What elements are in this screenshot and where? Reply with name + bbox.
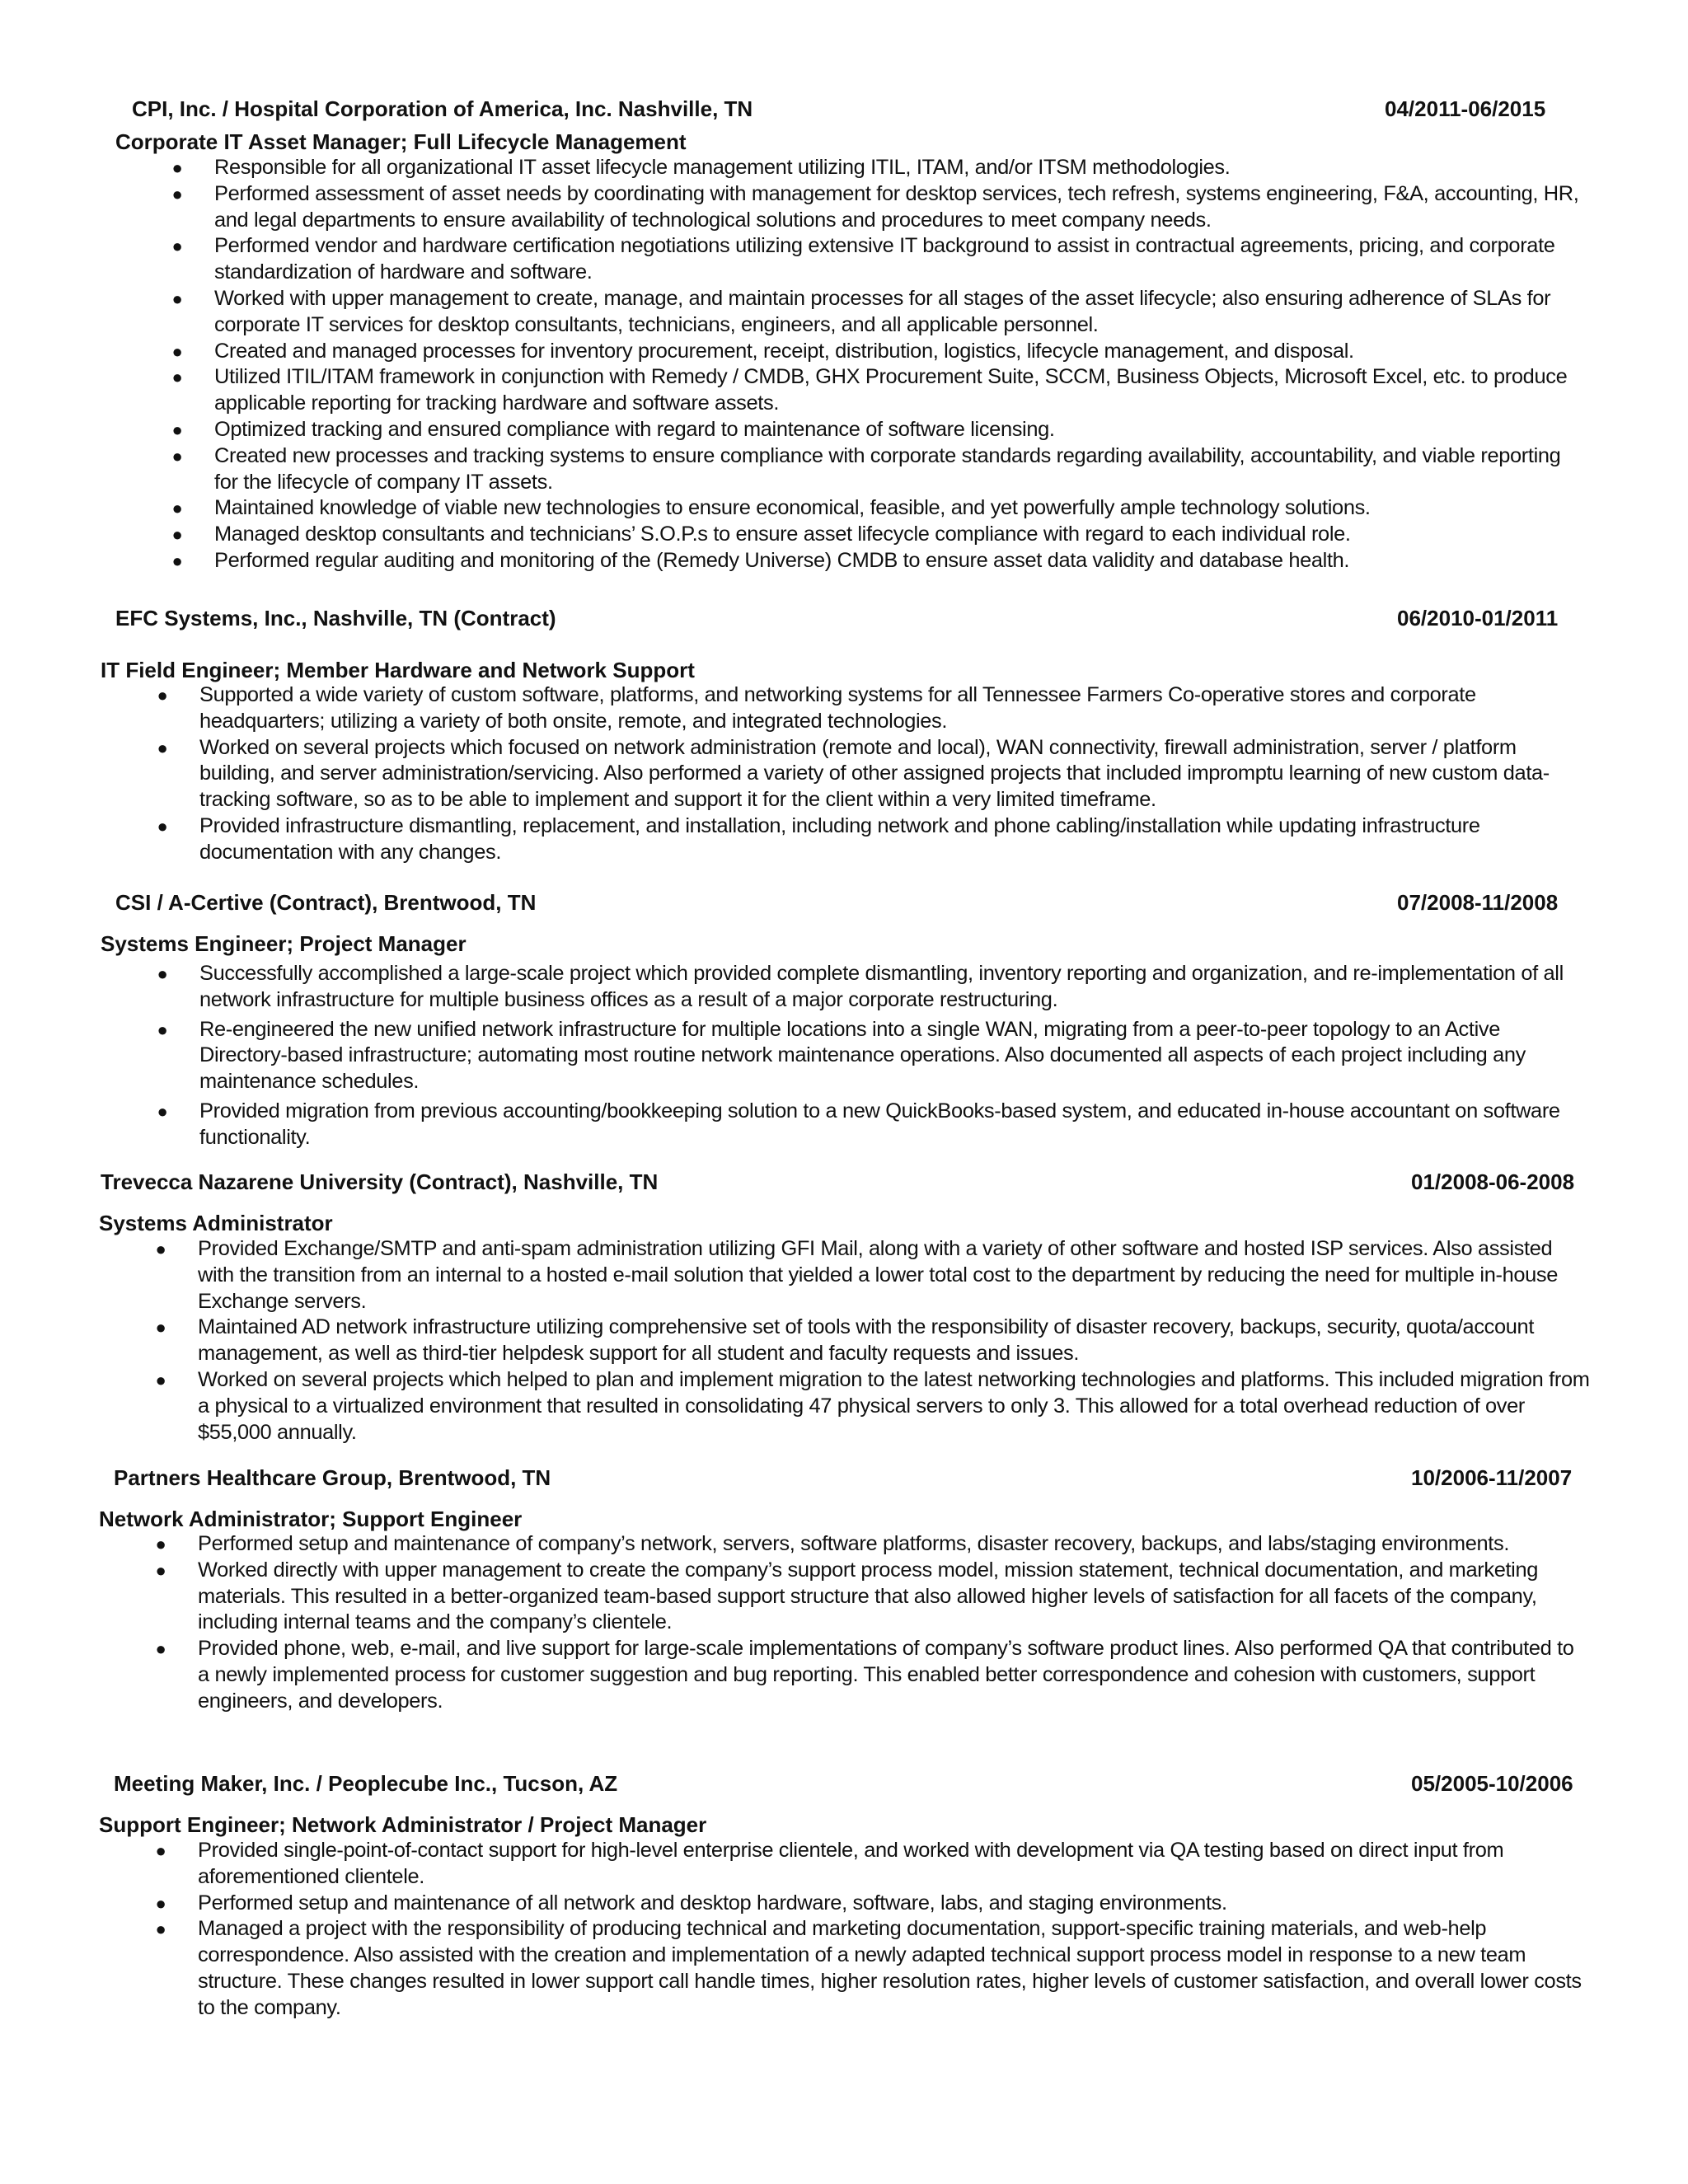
list-item-text: Provided migration from previous accounting/bookkeeping solution to a new QuickBooks-based system, and educated in-house accountant on software functionality. <box>199 1099 1560 1149</box>
list-item-text: Created and managed processes for inventory procurement, receipt, distribution, logistics, lifecycle management, and disposal. <box>214 339 1354 363</box>
list-item-text: Re-engineered the new unified network infrastructure for multiple locations into a single WAN, migrating from a peer-to-peer topology to an Active Directory-based infrastructure; automating most routine network maintenance operations. Also documented all aspects of each project including any maintenance schedules. <box>199 1017 1526 1094</box>
bullet-icon: ● <box>171 498 183 519</box>
list-item-text: Supported a wide variety of custom software, platforms, and networking systems for all Tennessee Farmers Co-operative stores and corporate headquarters; utilizing a variety of both onsite, remote, and integrated technologies. <box>199 683 1476 733</box>
list-item <box>171 155 1582 181</box>
list-item <box>155 1636 1591 1714</box>
employment-dates: 01/2008-06-2008 <box>1411 1169 1575 1194</box>
bullet-icon: ● <box>155 1317 166 1338</box>
bullet-icon: ● <box>171 419 183 440</box>
bullet-icon: ● <box>157 685 168 705</box>
employment-dates: 04/2011-06/2015 <box>1385 96 1546 121</box>
bullet-icon: ● <box>155 1919 166 1940</box>
list-item <box>155 1838 1591 1891</box>
bullet-icon: ● <box>171 288 183 309</box>
responsibilities-list <box>155 1531 1591 1715</box>
list-item <box>157 682 1584 735</box>
responsibilities-list <box>171 155 1582 574</box>
bullet-icon: ● <box>171 550 183 571</box>
list-item <box>155 1236 1591 1315</box>
list-item <box>157 813 1584 866</box>
bullet-icon: ● <box>155 1239 166 1259</box>
bullet-icon: ● <box>157 1019 168 1040</box>
responsibilities-list <box>155 1236 1591 1446</box>
employment-dates: 10/2006-11/2007 <box>1411 1465 1573 1490</box>
bullet-icon: ● <box>157 737 168 758</box>
list-item-text: Optimized tracking and ensured compliance with regard to maintenance of software licensing. <box>214 417 1055 441</box>
list-item-text: Worked with upper management to create, manage, and maintain processes for all stages of the asset lifecycle; also ensuring adherence of SLAs for corporate IT services for desktop consultants, technicians, engineers, and all applicable personnel. <box>214 286 1551 336</box>
list-item-text: Managed a project with the responsibility of producing technical and marketing documentation, support-specific training materials, and web-help correspondence. Also assisted with the creation and implementation of a newly adapted technical support process model in response to a new team structure. These changes resulted in lower support call handle times, higher resolution rates, higher levels of customer satisfaction, and overall lower costs to the company. <box>198 1917 1582 2019</box>
list-item <box>157 1099 1584 1151</box>
job-header <box>0 603 1688 633</box>
list-item <box>171 548 1582 574</box>
list-item <box>171 181 1582 234</box>
list-item-text: Performed setup and maintenance of all network and desktop hardware, software, labs, and staging environments. <box>198 1891 1227 1915</box>
job-title: Support Engineer; Network Administrator / Project Manager <box>99 1812 707 1837</box>
bullet-icon: ● <box>171 157 183 178</box>
list-item <box>171 522 1582 548</box>
bullet-icon: ● <box>171 340 183 362</box>
list-item <box>155 1315 1591 1367</box>
list-item <box>171 443 1582 496</box>
company-name: Trevecca Nazarene University (Contract), Nashville, TN <box>101 1169 659 1194</box>
list-item <box>157 961 1584 1014</box>
company-name: Partners Healthcare Group, Brentwood, TN <box>114 1465 551 1490</box>
list-item-text: Maintained AD network infrastructure utilizing comprehensive set of tools with the responsibility of disaster recovery, backups, security, quota/account management, as well as third-tier helpdesk support for all student and faculty requests and issues. <box>198 1315 1535 1366</box>
bullet-icon: ● <box>155 1840 166 1861</box>
job-header <box>0 94 1688 124</box>
list-item <box>155 1558 1591 1636</box>
list-item <box>157 1017 1584 1095</box>
job-title: Network Administrator; Support Engineer <box>99 1507 523 1531</box>
list-item <box>157 735 1584 813</box>
company-name: EFC Systems, Inc., Nashville, TN (Contract) <box>115 606 556 630</box>
list-item-text: Provided Exchange/SMTP and anti-spam administration utilizing GFI Mail, along with a variety of other software and hosted ISP services. Also assisted with the transition from an internal to a hosted e-mail solution that yielded a lower total cost to the department by reducing the need for multiple in-house Exchange servers. <box>198 1237 1559 1313</box>
list-item <box>171 233 1582 286</box>
bullet-icon: ● <box>171 183 183 204</box>
list-item <box>155 1891 1591 1917</box>
list-item-text: Provided single-point-of-contact support for high-level enterprise clientele, and worked with development via QA testing based on direct input from aforementioned clientele. <box>198 1839 1504 1888</box>
job-header <box>0 1167 1688 1197</box>
job-title: Systems Administrator <box>99 1211 333 1235</box>
list-item-text: Successfully accomplished a large-scale project which provided complete dismantling, inventory reporting and organization, and re-implementation of all network infrastructure for multiple business offices as a result of a major corporate restructuring. <box>199 962 1564 1011</box>
list-item <box>171 417 1582 443</box>
list-item-text: Performed setup and maintenance of company’s network, servers, software platforms, disaster recovery, backups, and labs/staging environments. <box>198 1532 1510 1555</box>
bullet-icon: ● <box>155 1638 166 1660</box>
company-name: Meeting Maker, Inc. / Peoplecube Inc., Tucson, AZ <box>114 1771 618 1796</box>
list-item-text: Created new processes and tracking systems to ensure compliance with corporate standards regarding availability, accountability, and viable reporting for the lifecycle of company IT assets. <box>214 443 1561 494</box>
list-item <box>155 1916 1591 2021</box>
list-item-text: Provided phone, web, e-mail, and live support for large-scale implementations of company’s software product lines. Also performed QA that contributed to a newly implemented process for customer suggestion and bug reporting. This enabled better correspondence and cohesion with customers, support engineers, and developers. <box>198 1637 1574 1713</box>
job-title: Corporate IT Asset Manager; Full Lifecycle Management <box>115 129 687 154</box>
list-item-text: Managed desktop consultants and technicians’ S.O.P.s to ensure asset lifecycle compliance with regard to each individual role. <box>214 523 1351 546</box>
bullet-icon: ● <box>157 963 168 984</box>
employment-dates: 07/2008-11/2008 <box>1397 890 1559 915</box>
list-item-text: Worked on several projects which helped to plan and implement migration to the latest networking technologies and platforms. This included migration from a physical to a virtualized environment that resulted in consolidating 47 physical servers to only 3. This allowed for a total overhead reduction of over $55,000 annually. <box>198 1367 1590 1444</box>
list-item <box>171 495 1582 522</box>
list-item-text: Provided infrastructure dismantling, replacement, and installation, including network and phone cabling/installation while updating infrastructure documentation with any changes. <box>199 813 1480 864</box>
list-item <box>155 1367 1591 1446</box>
responsibilities-list <box>155 1838 1591 2022</box>
bullet-icon: ● <box>171 367 183 388</box>
list-item-text: Performed assessment of asset needs by coordinating with management for desktop services, tech refresh, systems engineering, F&A, accounting, HR, and legal departments to ensure availability of technological solutions and procedures to meet company needs. <box>214 181 1579 232</box>
responsibilities-list <box>157 682 1584 866</box>
list-item <box>171 286 1582 339</box>
employment-dates: 05/2005-10/2006 <box>1411 1771 1573 1796</box>
list-item-text: Responsible for all organizational IT asset lifecycle management utilizing ITIL, ITAM, and/or ITSM methodologies. <box>214 156 1231 179</box>
company-name: CSI / A-Certive (Contract), Brentwood, TN <box>115 890 537 915</box>
job-header <box>0 1463 1688 1493</box>
bullet-icon: ● <box>157 1100 168 1122</box>
bullet-icon: ● <box>155 1892 166 1914</box>
list-item <box>171 339 1582 365</box>
list-item-text: Performed regular auditing and monitoring of the (Remedy Universe) CMDB to ensure asset data validity and database health. <box>214 548 1350 572</box>
bullet-icon: ● <box>155 1534 166 1554</box>
company-name: CPI, Inc. / Hospital Corporation of America, Inc. Nashville, TN <box>132 96 753 121</box>
list-item <box>171 364 1582 417</box>
list-item-text: Worked on several projects which focused on network administration (remote and local), WAN connectivity, firewall administration, server / platform building, and server administration/servicing. Also performed a variety of other assigned projects that included impromptu learning of new custom data-tracking software, so as to be able to implement and support it for the client within a very limited timeframe. <box>199 735 1550 812</box>
employment-dates: 06/2010-01/2011 <box>1397 606 1559 630</box>
bullet-icon: ● <box>157 815 168 837</box>
job-header <box>0 1769 1688 1798</box>
list-item-text: Performed vendor and hardware certification negotiations utilizing extensive IT background to assist in contractual agreements, pricing, and corporate standardization of hardware and software. <box>214 234 1555 284</box>
bullet-icon: ● <box>155 1559 166 1581</box>
list-item-text: Utilized ITIL/ITAM framework in conjunction with Remedy / CMDB, GHX Procurement Suite, SCCM, Business Objects, Microsoft Excel, etc. to produce applicable reporting for tracking hardware and software assets. <box>214 365 1568 415</box>
bullet-icon: ● <box>171 236 183 257</box>
job-title: Systems Engineer; Project Manager <box>101 931 467 956</box>
bullet-icon: ● <box>171 445 183 466</box>
list-item-text: Worked directly with upper management to create the company’s support process model, mission statement, technical documentation, and marketing materials. This resulted in a better-organized team-based support structure that also allowed higher levels of satisfaction for all facets of the company, including internal teams and the company’s clientele. <box>198 1558 1538 1634</box>
bullet-icon: ● <box>171 524 183 546</box>
job-title: IT Field Engineer; Member Hardware and Network Support <box>101 658 695 682</box>
bullet-icon: ● <box>155 1369 166 1390</box>
list-item-text: Maintained knowledge of viable new technologies to ensure economical, feasible, and yet powerfully ample technology solutions. <box>214 496 1371 520</box>
responsibilities-list <box>157 961 1584 1151</box>
job-header <box>0 888 1688 917</box>
list-item <box>155 1531 1591 1558</box>
